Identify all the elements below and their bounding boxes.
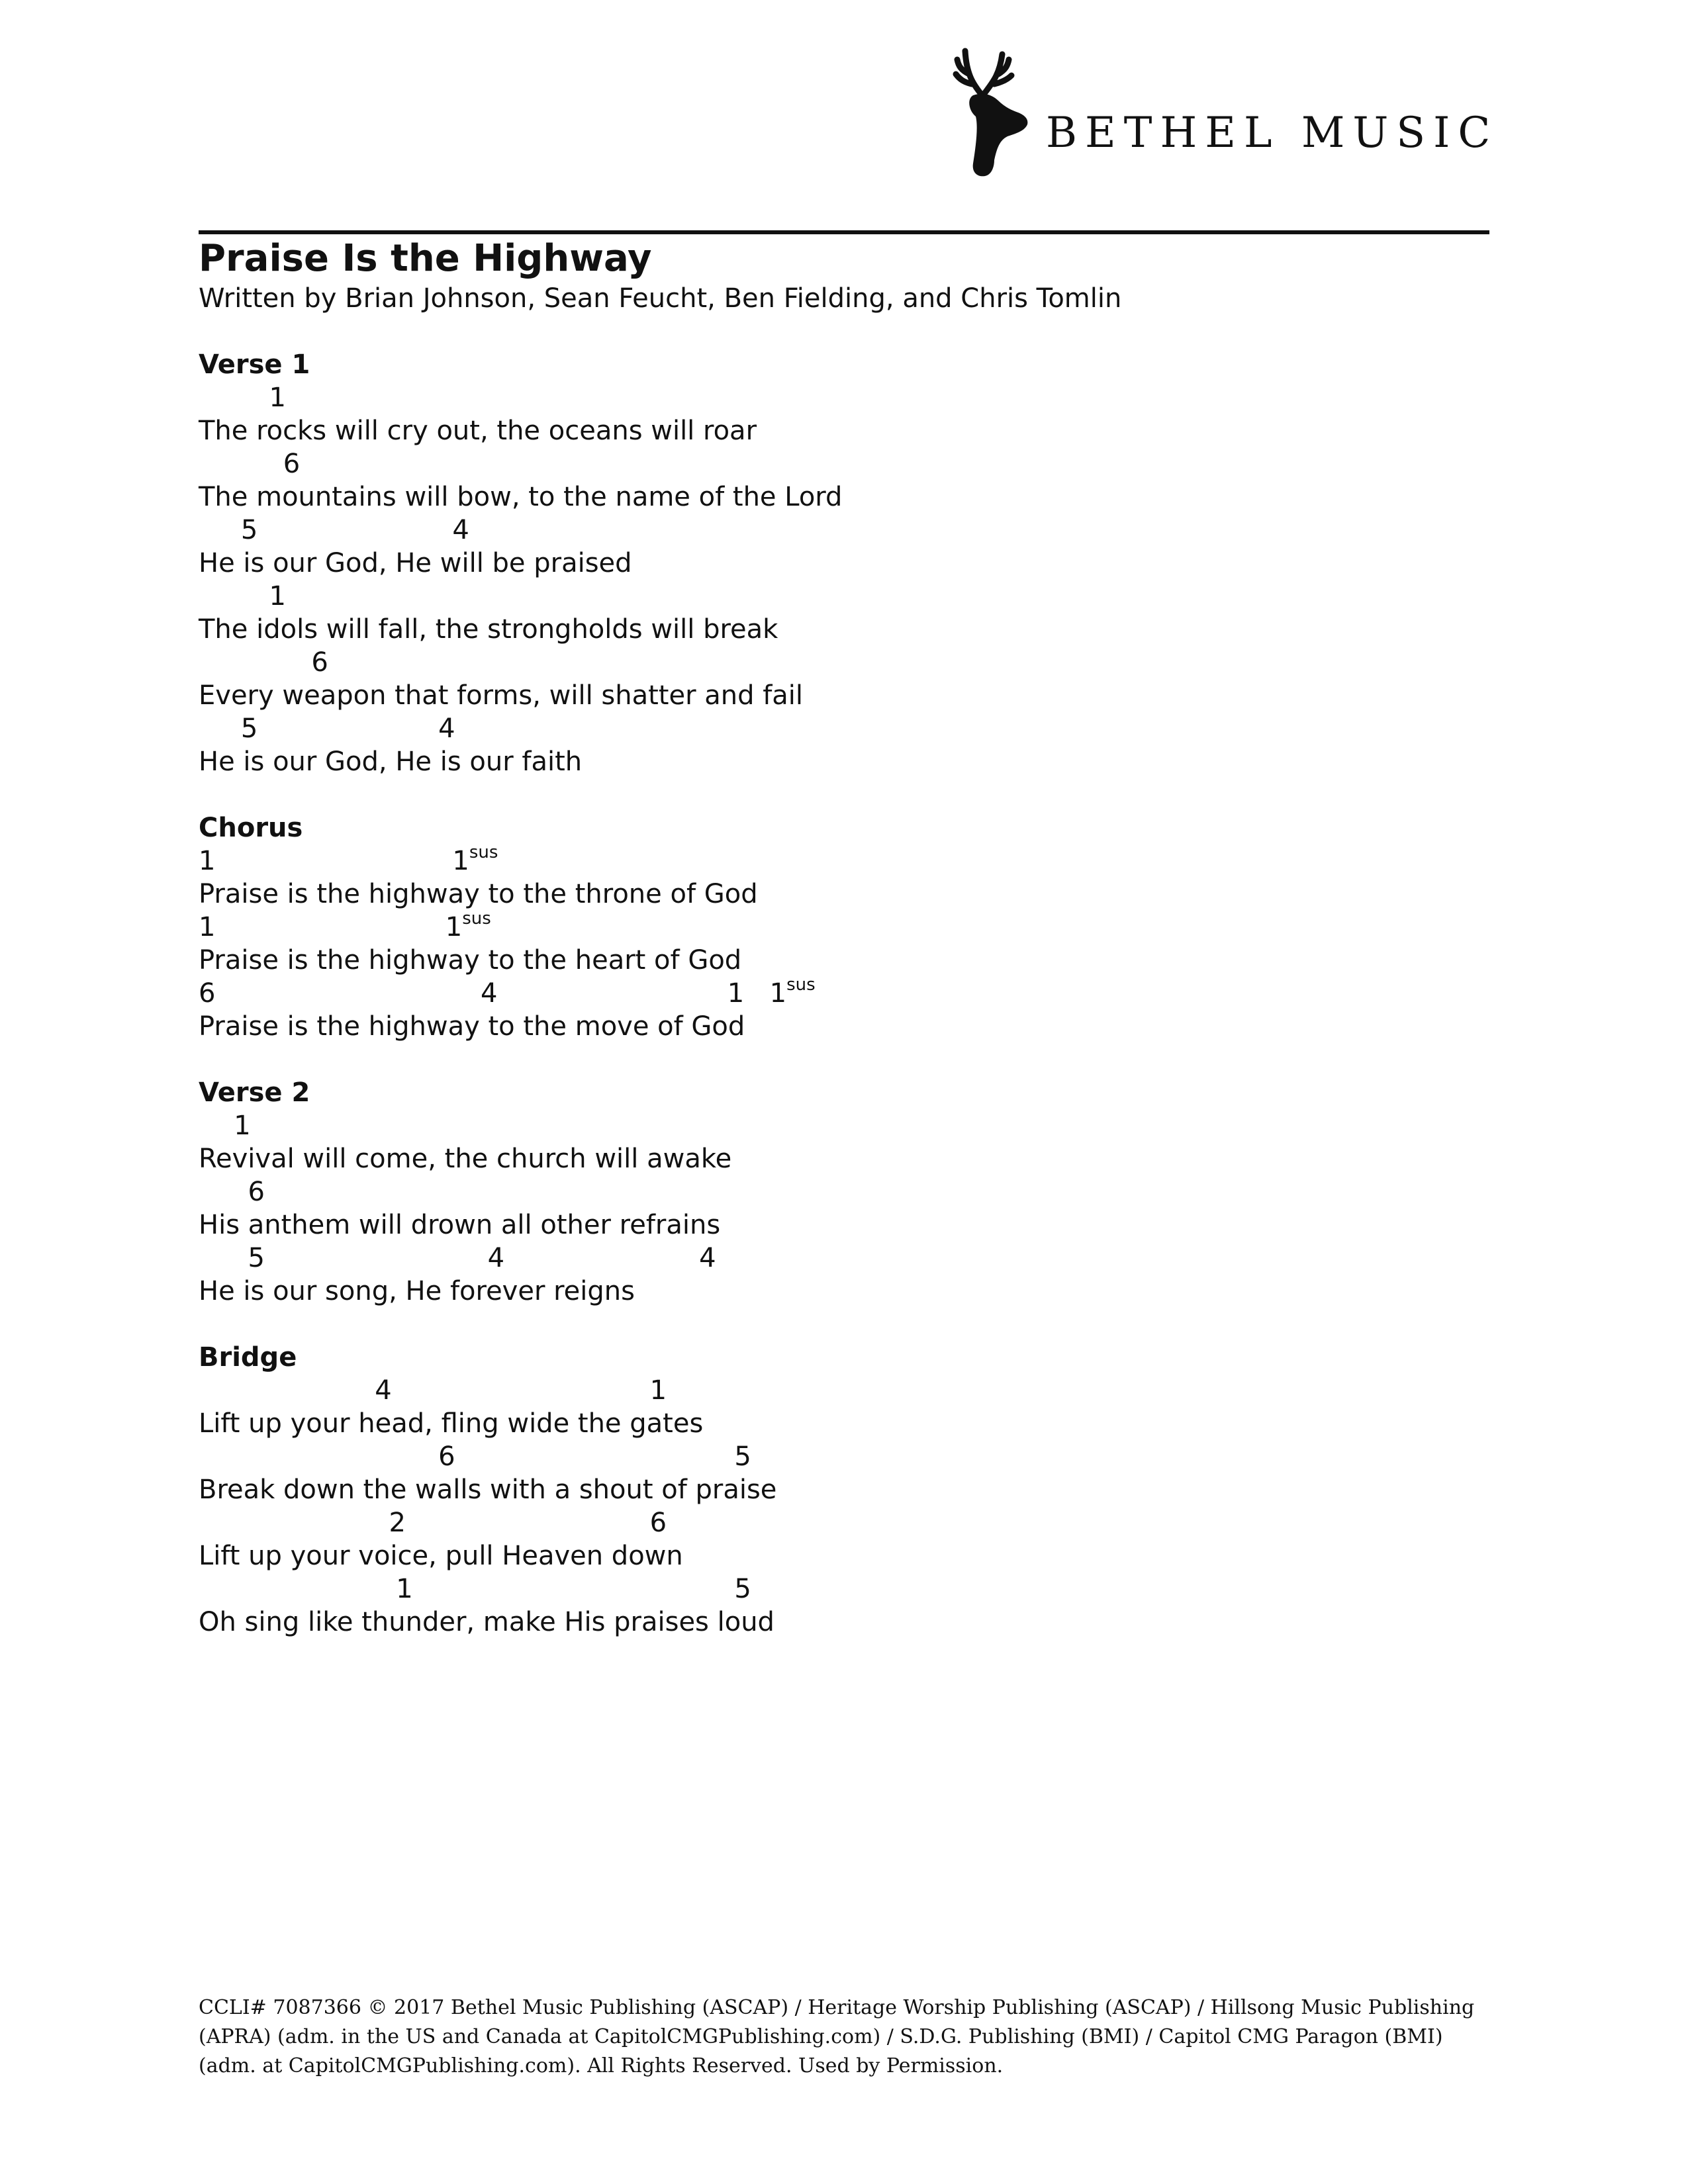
lyric-line: Lift up your head, fling wide the gates [199, 1408, 704, 1439]
chord [481, 977, 497, 1010]
chord [241, 712, 258, 745]
chord-number: 5 [240, 515, 258, 545]
chord-row [199, 844, 1456, 878]
lyric-line: Praise is the highway to the heart of God [199, 945, 742, 976]
section-label: Chorus [199, 813, 303, 843]
chord [199, 844, 215, 878]
chord [241, 514, 258, 547]
chord [438, 1440, 455, 1473]
chord [727, 977, 744, 1010]
chord-row [199, 1506, 1456, 1539]
chord-row [199, 1175, 1456, 1208]
stag-head-icon [947, 48, 1039, 180]
chord [769, 974, 816, 1010]
lyric-line: The rocks will cry out, the oceans will roar [199, 416, 757, 446]
chord-number: 4 [699, 1243, 716, 1273]
chord-number: 4 [375, 1375, 392, 1406]
chord [452, 514, 469, 547]
chord-number: 6 [199, 978, 216, 1009]
chord-row [199, 646, 1456, 679]
chord-number: 1 [649, 1375, 667, 1406]
chord-number: 6 [311, 647, 328, 678]
chord-number: 4 [452, 515, 469, 545]
chord-number: 6 [649, 1508, 667, 1538]
chord-number: 1 [452, 846, 469, 876]
lyric-line: Lift up your voice, pull Heaven down [199, 1541, 683, 1571]
chord [734, 1440, 751, 1473]
chord-row [199, 381, 1456, 414]
chord [199, 911, 215, 944]
lyric-line: Praise is the highway to the move of God [199, 1011, 745, 1042]
lyric-line: The idols will fall, the strongholds will break [199, 614, 778, 645]
chord-number: 1 [769, 978, 787, 1009]
title-divider [199, 230, 1489, 234]
song-section [199, 1341, 1456, 1639]
chord-row [199, 1109, 1456, 1142]
chord [375, 1374, 391, 1407]
chord [445, 908, 491, 944]
chord [650, 1506, 667, 1539]
chord [699, 1242, 716, 1275]
chord [396, 1572, 412, 1606]
song-title: Praise Is the Highway [199, 237, 652, 280]
chord-row [199, 1440, 1456, 1473]
chord-number: 1 [269, 581, 286, 612]
copyright-notice: CCLI# 7087366 © 2017 Bethel Music Publishing (ASCAP) / Heritage Worship Publishing (ASCAP) / Hillsong Music Publishing (APRA) (adm. in the US and Canada at CapitolCMGPublishing.com) / S.D.G. Publishing (BMI) / Capitol CMG Paragon (BMI) (adm. at CapitolCMGPublishing.com). All Rights Reserved. Used by Permission. [199, 1996, 1475, 2077]
chord-number: 5 [734, 1441, 751, 1472]
bethel-music-logo [947, 48, 1499, 180]
chord-number: 4 [438, 713, 455, 744]
chord-number: 5 [240, 713, 258, 744]
chord-row [199, 447, 1456, 480]
chord-number: 1 [199, 846, 216, 876]
lyric-line: Every weapon that forms, will shatter and fail [199, 680, 804, 711]
section-label: Verse 2 [199, 1077, 310, 1108]
chord-suffix: sus [786, 974, 816, 995]
chord-number: 4 [487, 1243, 505, 1273]
chord [311, 646, 328, 679]
chord-row [199, 1572, 1456, 1606]
chord-number: 1 [396, 1574, 413, 1604]
chord-row [199, 908, 1456, 944]
lyric-line: He is our God, He is our faith [199, 747, 583, 777]
chord [248, 1242, 265, 1275]
chord-number: 5 [734, 1574, 751, 1604]
song-writers: Written by Brian Johnson, Sean Feucht, Ben Fielding, and Chris Tomlin [199, 283, 1122, 314]
lyric-line: His anthem will drown all other refrains [199, 1210, 721, 1240]
chord-number: 6 [283, 449, 301, 479]
chord [269, 580, 286, 613]
chord-number: 1 [727, 978, 745, 1009]
chord-number: 1 [234, 1111, 251, 1141]
section-label: Bridge [199, 1342, 297, 1373]
song-body [199, 348, 1456, 1672]
lyric-line: He is our song, He forever reigns [199, 1276, 635, 1306]
chord-number: 5 [248, 1243, 265, 1273]
chord [389, 1506, 406, 1539]
chord [269, 381, 286, 414]
chord-row [199, 514, 1456, 547]
chord-row [199, 974, 1456, 1010]
chord-number: 1 [269, 383, 286, 413]
lyric-line: Break down the walls with a shout of praise [199, 1475, 777, 1505]
chord-suffix: sus [462, 908, 491, 929]
chord [488, 1242, 504, 1275]
chord [438, 712, 455, 745]
chord-row [199, 580, 1456, 613]
chord-number: 4 [481, 978, 498, 1009]
lyric-line: Praise is the highway to the throne of God [199, 879, 758, 909]
chord [452, 844, 498, 878]
chord [283, 447, 300, 480]
brand-name: BETHEL MUSIC [1046, 109, 1499, 158]
lyric-line: Revival will come, the church will awake [199, 1144, 732, 1174]
chord-suffix: sus [469, 842, 498, 862]
chord-number: 6 [438, 1441, 455, 1472]
lyric-line: He is our God, He will be praised [199, 548, 632, 578]
chord-number: 2 [389, 1508, 406, 1538]
chord-row [199, 1374, 1456, 1407]
chord [650, 1374, 667, 1407]
lyric-line: Oh sing like thunder, make His praises loud [199, 1607, 774, 1637]
song-section [199, 811, 1456, 1043]
chord-number: 1 [199, 912, 216, 942]
lyric-line: The mountains will bow, to the name of the Lord [199, 482, 843, 512]
song-section [199, 1076, 1456, 1308]
chord-row [199, 712, 1456, 745]
song-section [199, 348, 1456, 778]
chord-row [199, 1242, 1456, 1275]
chord [234, 1109, 250, 1142]
chord [248, 1175, 265, 1208]
chord [734, 1572, 751, 1606]
chord-number: 1 [445, 912, 463, 942]
chord [199, 977, 215, 1010]
chord-number: 6 [248, 1177, 265, 1207]
section-label: Verse 1 [199, 349, 310, 380]
